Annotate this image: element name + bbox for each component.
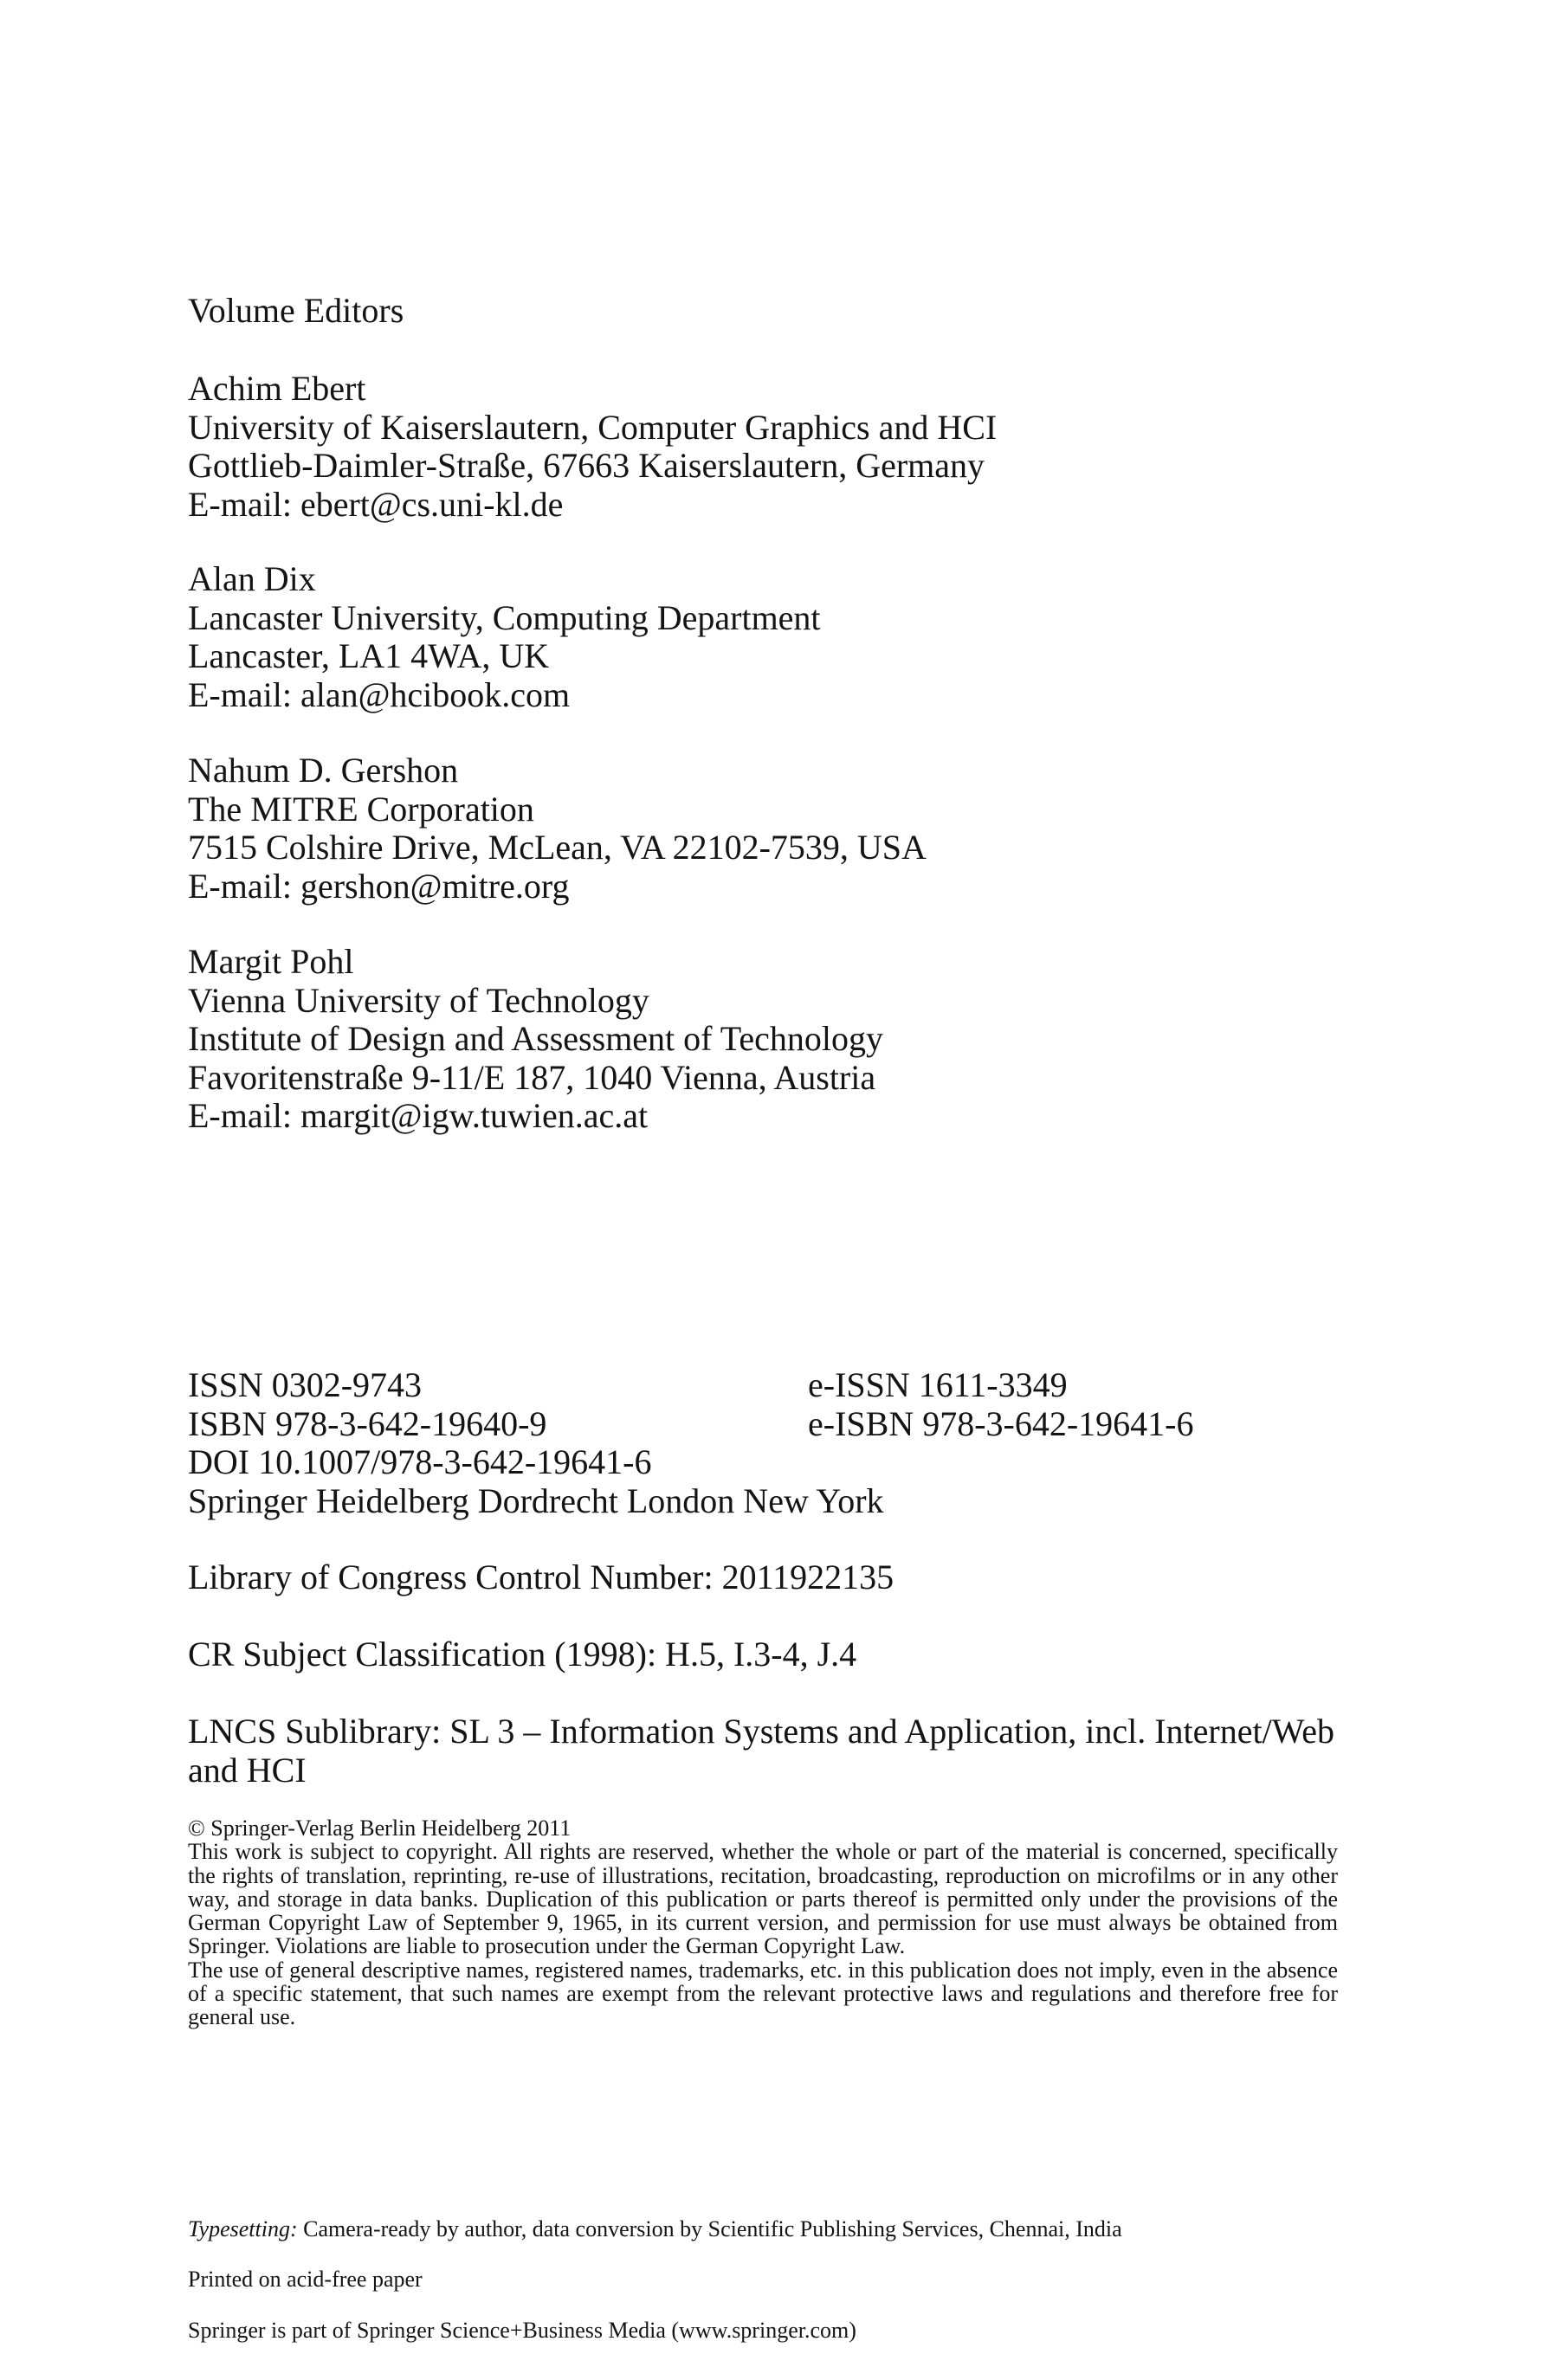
editor-affiliation: Vienna University of Technology	[188, 980, 649, 1020]
editor-email: E-mail: alan@hcibook.com	[188, 674, 571, 714]
typesetting-line	[188, 2217, 1348, 2241]
editor-address: 7515 Colshire Drive, McLean, VA 22102-7539, USA	[188, 828, 927, 867]
editor-email: E-mail: margit@igw.tuwien.ac.at	[188, 1096, 649, 1135]
editor-address: Lancaster, LA1 4WA, UK	[188, 636, 550, 675]
e-issn: e-ISSN 1611-3349	[808, 1365, 1068, 1404]
isbn: ISBN 978-3-642-19640-9	[188, 1403, 547, 1443]
editor-affiliation: The MITRE Corporation	[188, 789, 534, 829]
cr-subject-classification: CR Subject Classification (1998): H.5, I.3-4, J.4	[188, 1635, 857, 1674]
publisher-line: Springer Heidelberg Dordrecht London New York	[188, 1480, 884, 1520]
editor-email: E-mail: gershon@mitre.org	[188, 866, 570, 906]
typesetting-text: Camera-ready by author, data conversion by Scientific Publishing Services, Chennai, India	[303, 2216, 1122, 2241]
volume-editors-heading: Volume Editors	[188, 291, 404, 330]
springer-affiliation-note: Springer is part of Springer Science+Business Media (www.springer.com)	[188, 2318, 856, 2343]
copyright-paragraph: This work is subject to copyright. All rights are reserved, whether the whole or part of the material is concerned, specifically the rights of translation, reprinting, re-use of illustrations, recitation, broadcasting, reproduction on microfilms or in any other way, and storage in data banks. Duplication of this publication or parts thereof is permitted only under the provisions of the German Copyright Law of September 9, 1965, in its current version, and permission for use must always be obtained from Springer. Violations are liable to prosecution under the German Copyright Law.	[188, 1839, 1338, 1959]
editor-name: Nahum D. Gershon	[188, 751, 459, 790]
lncs-sublibrary: LNCS Sublibrary: SL 3 – Information Systems and Application, incl. Internet/Web and HCI	[188, 1712, 1335, 1790]
copyright-notice-block	[188, 1816, 1338, 2029]
editor-entry-gershon	[188, 751, 927, 906]
printed-on-paper-note: Printed on acid-free paper	[188, 2267, 423, 2292]
editor-email: E-mail: ebert@cs.uni-kl.de	[188, 484, 564, 524]
editor-address: Favoritenstraße 9-11/E 187, 1040 Vienna, Austria	[188, 1057, 876, 1097]
issn-row	[188, 1366, 1366, 1405]
publication-identifiers	[188, 1366, 1366, 1520]
library-of-congress-number: Library of Congress Control Number: 2011922135	[188, 1558, 894, 1596]
e-isbn: e-ISBN 978-3-642-19641-6	[808, 1403, 1194, 1443]
editor-affiliation: Lancaster University, Computing Department	[188, 597, 821, 637]
editor-affiliation: University of Kaiserslautern, Computer Graphics and HCI	[188, 407, 998, 447]
editor-entry-dix	[188, 560, 821, 714]
typesetting-label: Typesetting:	[188, 2216, 298, 2241]
editor-name: Margit Pohl	[188, 942, 354, 981]
editor-name: Achim Ebert	[188, 369, 366, 408]
editor-address: Gottlieb-Daimler-Straße, 67663 Kaiserslautern, Germany	[188, 446, 985, 485]
editor-entry-pohl	[188, 943, 883, 1136]
editor-entry-ebert	[188, 370, 997, 524]
editor-name: Alan Dix	[188, 559, 316, 598]
editor-department: Institute of Design and Assessment of Technology	[188, 1019, 884, 1058]
trademark-paragraph: The use of general descriptive names, registered names, trademarks, etc. in this publication does not imply, even in the absence of a specific statement, that such names are exempt from the relevant protective laws and regulations and therefore free for general use.	[188, 1957, 1338, 2030]
doi: DOI 10.1007/978-3-642-19641-6	[188, 1442, 652, 1481]
copyright-line: © Springer-Verlag Berlin Heidelberg 2011	[188, 1816, 572, 1841]
issn: ISSN 0302-9743	[188, 1365, 423, 1404]
isbn-row	[188, 1405, 1366, 1444]
